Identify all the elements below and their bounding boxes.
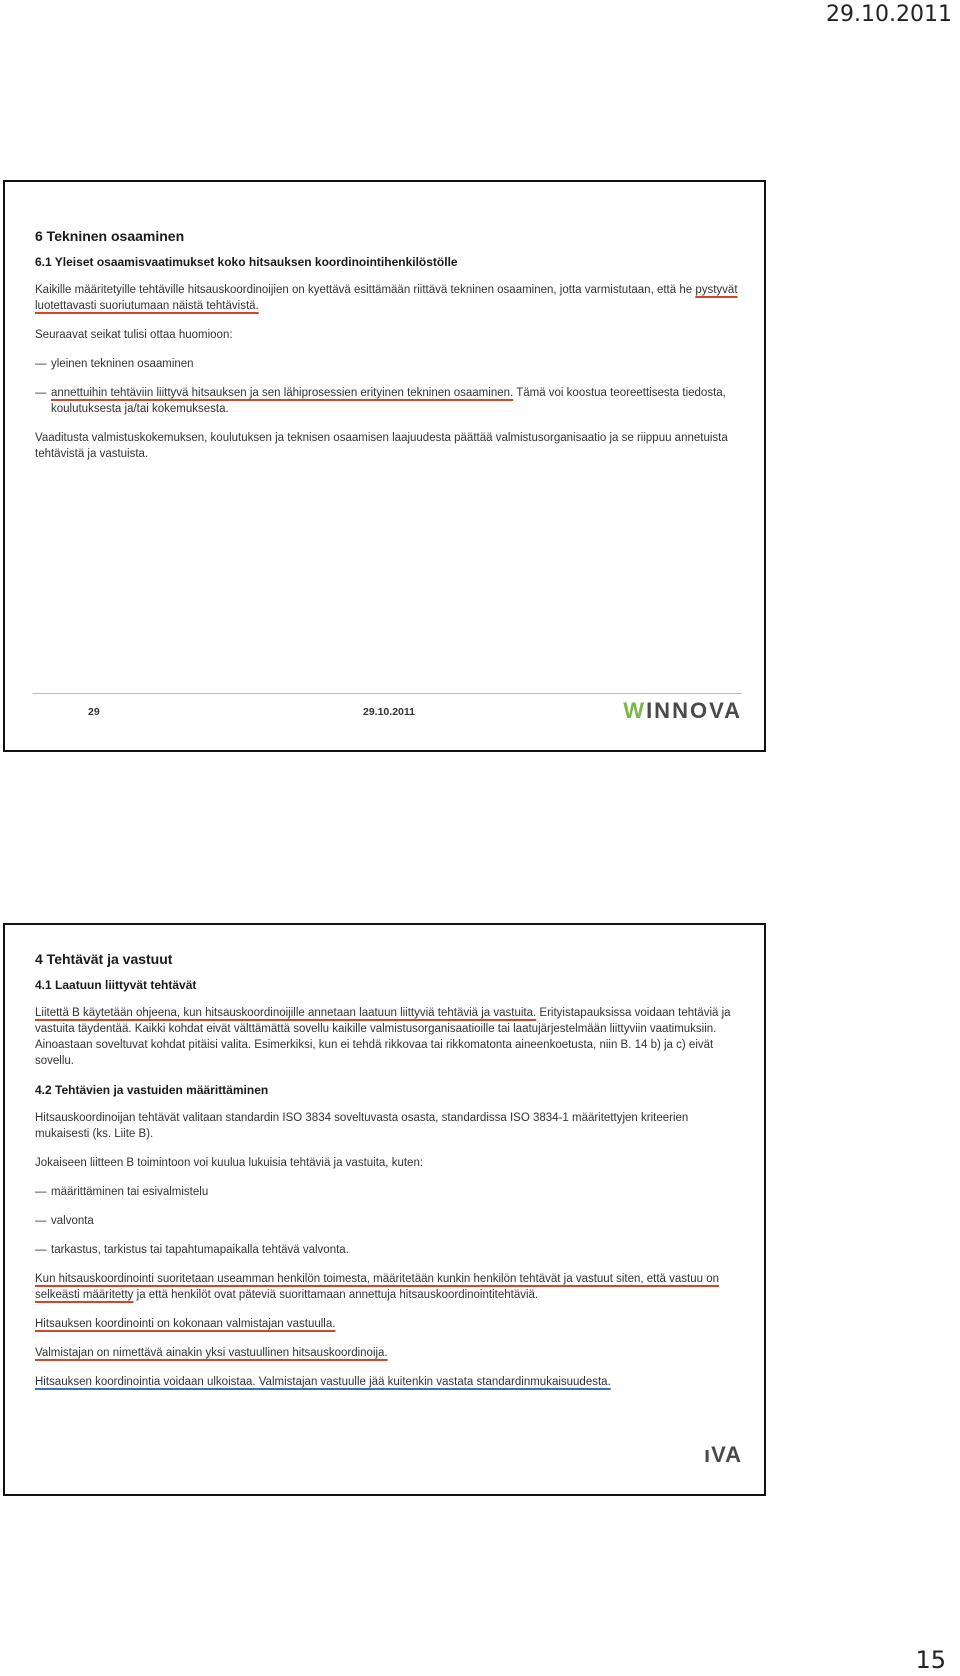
underlined-text: Valmistajan on nimettävä ainakin yksi vastuullinen hitsauskoordinoija. xyxy=(35,1347,388,1359)
section-heading: 4 Tehtävät ja vastuut xyxy=(35,951,173,967)
paragraph xyxy=(35,282,744,314)
dash-bullet: — xyxy=(35,387,47,399)
list-item-text: määrittäminen tai esivalmistelu xyxy=(51,1186,209,1198)
dash-bullet: — xyxy=(35,1186,47,1198)
paragraph-text: Kaikille määritetyille tehtäville hitsauskoordinoijien on kyettävä esittämään riittävä tekninen osaaminen, jotta varmistutaan, että he xyxy=(35,284,696,296)
page-date: 29.10.2011 xyxy=(826,2,952,27)
note xyxy=(35,1345,744,1361)
slide-content xyxy=(35,951,744,1403)
list-item xyxy=(35,1184,744,1200)
dash-bullet: — xyxy=(35,1215,47,1227)
paragraph xyxy=(35,1271,744,1303)
page-number: 15 xyxy=(915,1646,946,1674)
subsection-heading: 4.1 Laatuun liittyvät tehtävät xyxy=(35,978,197,992)
footer-date: 29.10.2011 xyxy=(363,706,415,718)
note xyxy=(35,1374,744,1390)
slide-tehtavat-ja-vastuut xyxy=(3,923,766,1496)
underlined-text: Hitsauksen koordinointi on kokonaan valmistajan vastuulla. xyxy=(35,1318,336,1330)
dash-bullet: — xyxy=(35,1244,47,1256)
underlined-text: annettuihin tehtäviin liittyvä hitsauksen ja sen lähiprosessien erityinen tekninen osaaminen. xyxy=(51,387,514,399)
paragraph: Vaaditusta valmistuskokemuksen, koulutuksen ja teknisen osaamisen laajuudesta päättää valmistusorganisaatio ja se riippuu annetuista tehtävistä ja vastuista. xyxy=(35,432,728,460)
list-item-text: yleinen tekninen osaaminen xyxy=(51,358,194,370)
list-item xyxy=(35,1213,744,1229)
winnova-logo: WINNOVA xyxy=(623,698,742,723)
slide-number: 29 xyxy=(88,706,100,718)
list-item xyxy=(35,1242,744,1258)
paragraph: Jokaiseen liitteen B toimintoon voi kuulua lukuisia tehtäviä ja vastuita, kuten: xyxy=(35,1157,424,1169)
section-heading: 6 Tekninen osaaminen xyxy=(35,228,185,244)
list-item-text: valvonta xyxy=(51,1215,94,1227)
underlined-text: pystyvät luotettavasti suoriutumaan näistä tehtävistä. xyxy=(35,284,738,312)
list-item-text: Tämä voi koostua teoreettisesta tiedosta, koulutuksesta ja/tai kokemuksesta. xyxy=(51,387,726,415)
underlined-text: Hitsauksen koordinointia voidaan ulkoistaa. Valmistajan vastuulle jää kuitenkin vastata standardinmukaisuudesta. xyxy=(35,1376,611,1388)
slide-footer xyxy=(33,693,742,732)
subsection-heading: 6.1 Yleiset osaamisvaatimukset koko hitsauksen koordinointihenkilöstölle xyxy=(35,255,458,269)
paragraph: Seuraavat seikat tulisi ottaa huomioon: xyxy=(35,329,233,341)
paragraph: Hitsauskoordinoijan tehtävät valitaan standardin ISO 3834 soveltuvasta osasta, standardissa ISO 3834-1 määritettyjen kriteerien mukaisesti (ks. Liite B). xyxy=(35,1112,689,1140)
subsection-heading: 4.2 Tehtävien ja vastuiden määrittäminen xyxy=(35,1083,269,1097)
winnova-logo-partial: ıVA xyxy=(703,1442,742,1467)
paragraph-text: ja että henkilöt ovat päteviä suorittamaan annettuja hitsauskoordinointitehtäviä. xyxy=(133,1289,539,1301)
underlined-text: Kun hitsauskoordinointi suoritetaan useamman henkilön toimesta, määritetään kunkin henkilön tehtävät ja vastuut siten, että vastuu on selkeästi määritetty xyxy=(35,1273,720,1301)
list-item xyxy=(35,356,744,372)
list-item-text: tarkastus, tarkistus tai tapahtumapaikalla tehtävä valvonta. xyxy=(51,1244,349,1256)
paragraph-text: Erityistapauksissa voidaan tehtäviä ja vastuita täydentää. Kaikki kohdat eivät välttämättä sovellu kaikille valmistusorganisaatioille tai laatujärjestelmään liittyviin vaatimuksiin. Ainoastaan soveltuvat kohdat pitäisi valita. Esimerkiksi, kun ei tehdä rikkovaa tai rikkomatonta aineenkoetusta, niin B. 14 b) ja c) eivät sovellu. xyxy=(35,1007,731,1067)
paragraph xyxy=(35,1005,744,1069)
slide-29 xyxy=(3,180,766,752)
note xyxy=(35,1316,744,1332)
list-item xyxy=(35,385,744,417)
slide-content xyxy=(35,228,744,475)
underlined-text: Liitettä B käytetään ohjeena, kun hitsauskoordinoijille annetaan laatuun liittyviä tehtäviä ja vastuita. xyxy=(35,1007,537,1019)
dash-bullet: — xyxy=(35,358,47,370)
